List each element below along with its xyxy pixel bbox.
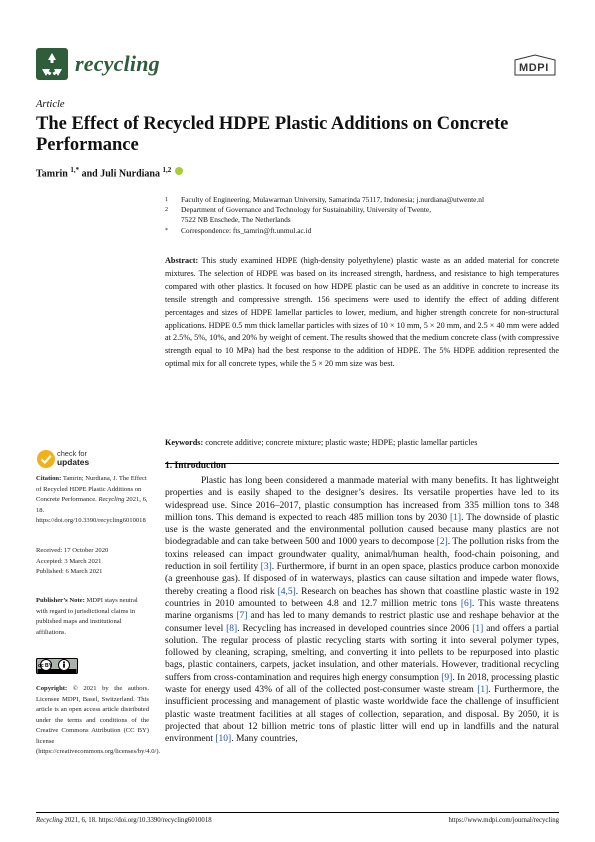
abstract-label: Abstract: bbox=[165, 256, 199, 265]
keywords bbox=[165, 437, 559, 449]
affiliations bbox=[165, 195, 575, 236]
copyright-text: © 2021 by the authors. Licensee MDPI, Basel, Switzerland. This article is an open access article distributed under the terms and conditions of the Creative Commons Attribution (CC BY) license (https://creativecommons.org/licenses/by/4.0/). bbox=[36, 685, 161, 755]
reference-link[interactable]: [7] bbox=[236, 611, 248, 622]
affiliation-mark: 1 bbox=[165, 197, 168, 203]
keywords-label: Keywords: bbox=[165, 438, 204, 447]
intro-text: . The pollution risks from the toxins released can impact groundwater quality, animal/human health, food-chain poisoning, and reduction in soil fertility bbox=[165, 537, 559, 573]
accepted-date: Accepted: 3 March 2021 bbox=[36, 557, 102, 565]
intro-text: . In 2018, processing plastic waste for energy used 43% of all of the collected post-consumer waste stream bbox=[165, 672, 559, 696]
intro-text: . Many countries, bbox=[231, 734, 298, 745]
affiliation-mark: 2 bbox=[165, 207, 168, 214]
reference-link[interactable]: [4,5] bbox=[277, 586, 296, 597]
intro-text: . Furthermore, if burnt in an open space, plastics produce carbon monoxide (a greenhouse gas). If disposed of in waterways, plastics can cause siltation and impede water flows, thereby creating a flood risk bbox=[165, 562, 560, 597]
affiliation-row bbox=[165, 215, 575, 225]
affiliation-mark: * bbox=[165, 227, 168, 234]
intro-text: . Research on beaches has shown that coastline plastic waste in 192 countries in 2010 amounted to between 4.8 and 12.7 million metric tons bbox=[165, 586, 559, 609]
reference-link[interactable]: [8] bbox=[226, 623, 238, 634]
publisher-note-label: Publisher’s Note: bbox=[36, 597, 85, 604]
affiliation-row bbox=[165, 226, 575, 236]
intro-text: and has led to many demands to restrict plastic use and reshape behavior at the consumer level bbox=[165, 611, 560, 634]
citation-ref[interactable]: 2021, 6, 18. https://doi.org/10.3390/recycling6010018 bbox=[36, 496, 148, 524]
affiliation-text: Department of Governance and Technology for Sustainability, University of Twente, bbox=[181, 205, 432, 215]
intro-text: . Recycling has increased in developed countries since 2006 bbox=[237, 623, 470, 634]
author-2-affil: 1,2 bbox=[162, 166, 172, 174]
author-2[interactable]: Juli Nurdiana bbox=[100, 168, 160, 180]
journal-name: recycling bbox=[75, 51, 160, 76]
publisher-label: MDPI bbox=[519, 62, 549, 74]
author-1[interactable]: Tamrin bbox=[36, 168, 68, 180]
footer-journal: Recycling bbox=[36, 817, 63, 824]
affiliation-text: Faculty of Engineering, Mulawarman University, Samarinda 75117, Indonesia; j.nurdiana@utwente.nl bbox=[181, 195, 485, 204]
author-joiner: and bbox=[81, 168, 98, 180]
reference-link[interactable]: [10] bbox=[215, 734, 232, 745]
published-date: Published: 6 March 2021 bbox=[36, 568, 103, 575]
intro-text: . Furthermore, the insufficient processing and management of plastic waste worldwide face the challenge of insufficient plastic waste treatment facilities at all stages of collection, separation, and disposal. By 2050, it is projected that about 12 billion metric tons of plastic litter will end up in landfills and the natural environment bbox=[165, 685, 560, 745]
received-date: Received: 17 October 2020 bbox=[36, 547, 109, 554]
reference-link[interactable]: [1] bbox=[472, 623, 484, 634]
reference-link[interactable]: [3] bbox=[260, 562, 272, 573]
intro-text: Plastic has long been considered a manmade material with many benefits. It has lightweight properties and is easily shaped to the designer’s desires. Its versatile properties have led to its widespread use. Since 2016–2017, plastic consumption has increased from 335 million tons to 348 million tons. This demand is expected to reach 485 million tons by 2030 bbox=[165, 476, 559, 523]
check-for-updates-icon[interactable] bbox=[36, 449, 56, 469]
reference-link[interactable]: [1] bbox=[477, 685, 489, 696]
keywords-text: concrete additive; concrete mixture; plastic waste; HDPE; plastic lamellar particles bbox=[205, 438, 478, 447]
article-type: Article bbox=[36, 99, 65, 110]
reference-link[interactable]: [6] bbox=[460, 598, 472, 609]
citation-label: Citation: bbox=[36, 475, 62, 482]
affiliation-row bbox=[165, 205, 575, 215]
reference-link[interactable]: [2] bbox=[436, 537, 448, 548]
copyright-block bbox=[36, 684, 161, 758]
citation-journal: Recycling bbox=[98, 496, 125, 503]
footer-ref[interactable]: 2021, 6, 18. https://doi.org/10.3390/recycling6010018 bbox=[64, 817, 212, 824]
reference-link[interactable]: [1] bbox=[450, 512, 462, 523]
citation-text: Tamrin; Nurdiana, J. The Effect of Recycled HDPE Plastic Additions on Concrete Performance. bbox=[36, 475, 147, 503]
updates-label: updates bbox=[57, 457, 90, 467]
check-for-updates-label[interactable] bbox=[57, 450, 89, 467]
abstract-text: This study examined HDPE (high-density polyethylene) plastic waste as an added material for concrete mixtures. The selection of HDPE was based on its increased strength, hardness, and resistance to high temperatures compared with other plastics. It focused on how HDPE plastic can be used as an additive in concrete to increase its tensile strength and compressive strength. 156 specimens were used to identify the effect of adding different percentages and sizes of HDPE lamellar particles to lower, medium, and higher strength concrete for non-structural applications. HDPE 0.5 mm thick lamellar particles with sizes of 10 × 10 mm, 5 × 20 mm, and 2.5 × 40 mm were added at 2.5%, 5%, 10%, and 20% by weight of cement. The results showed that the medium concrete class (with compressive strength equal to 10 MPa) had the best response to the addition of HDPE. The 5% HDPE addition represented the optimal mix for all concrete types, while the 5 × 20 mm size was best. bbox=[165, 256, 559, 369]
article-title: The Effect of Recycled HDPE Plastic Additions on Concrete Performance bbox=[36, 114, 509, 155]
orcid-icon[interactable] bbox=[175, 167, 183, 175]
intro-text: . This waste threatens marine organisms bbox=[165, 598, 560, 622]
citation-block bbox=[36, 474, 149, 527]
recycling-logo-icon bbox=[36, 48, 68, 80]
authors bbox=[36, 166, 183, 179]
publisher-note bbox=[36, 596, 149, 638]
correspondence-text: Correspondence: fts_tamrin@ft.unmul.ac.id bbox=[181, 225, 312, 235]
affiliation-text: 7522 NB Enschede, The Netherlands bbox=[181, 215, 291, 225]
section-heading: 1. Introduction bbox=[165, 461, 227, 471]
reference-link[interactable]: [9] bbox=[441, 672, 453, 683]
intro-text: . The downside of plastic use is the waste generated and the environmental pollution caused because many plastics are not biodegradable and can take between 500 and 1000 years to decompose bbox=[165, 512, 560, 548]
footer-url[interactable]: https://www.mdpi.com/journal/recycling bbox=[448, 817, 559, 824]
footer-citation bbox=[36, 817, 212, 824]
cc-badge-text: cc BY bbox=[38, 663, 52, 669]
introduction-paragraph bbox=[165, 475, 559, 746]
cc-by-license-icon[interactable] bbox=[36, 658, 78, 674]
author-1-affil: 1,* bbox=[70, 166, 80, 174]
copyright-label: Copyright: bbox=[36, 685, 68, 692]
check-for-label: check for bbox=[57, 449, 87, 458]
publisher-note-text: MDPI stays neutral with regard to jurisdictional claims in published maps and institutional affiliations. bbox=[36, 597, 138, 636]
dates-block bbox=[36, 546, 149, 578]
abstract bbox=[165, 255, 559, 371]
affiliation-row bbox=[165, 195, 575, 205]
intro-text: and offers a partial solution. The regular process of plastic recycling starts with sorting it into several polymer types, followed by cleaning, scraping, smelting, and converting it into pellets to be repurposed into plastic bags, plastic containers, carpets, jacket insulation, and other materials. However, traditional recycling suffers from cross-contamination and requires high energy consumption bbox=[165, 623, 559, 683]
footer-divider bbox=[36, 812, 559, 813]
